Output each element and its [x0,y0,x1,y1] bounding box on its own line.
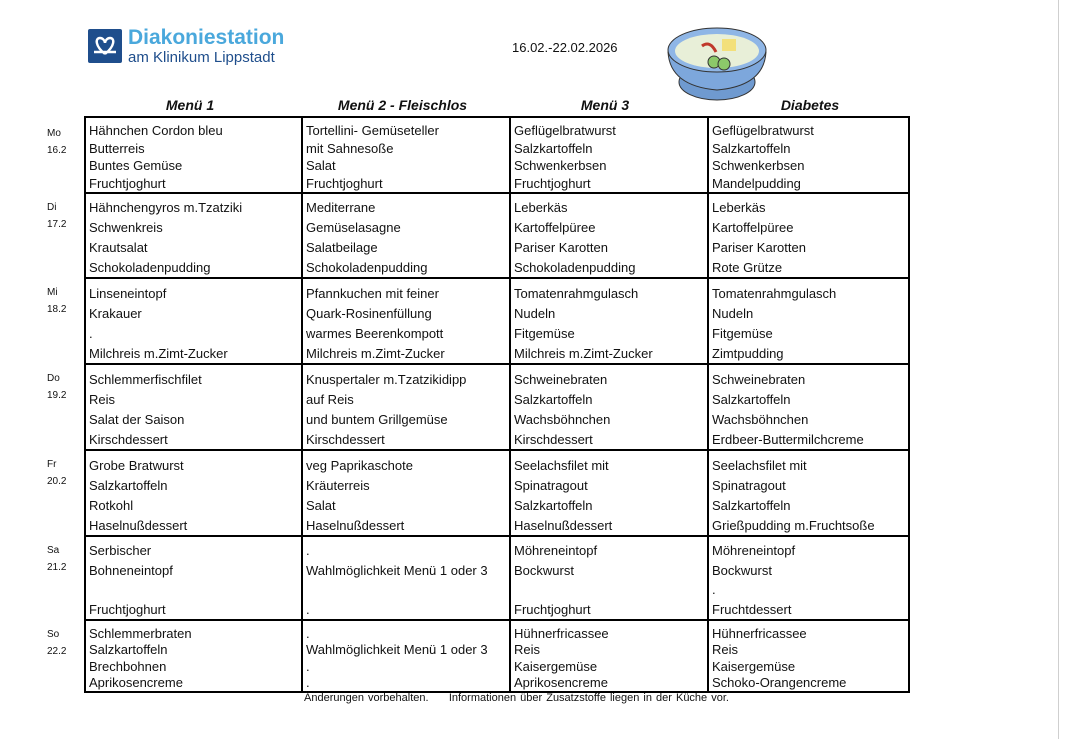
menu-cell [301,621,509,691]
menu-cell [509,118,707,192]
menu-item: Möhreneintopf [514,543,598,559]
date-range: 16.02.-22.02.2026 [512,40,618,55]
menu-item: Seelachsfilet mit [514,457,609,473]
menu-item: Salat [306,158,336,174]
menu-cell [86,451,301,535]
weekday: Mo [47,128,61,139]
weekday: Sa [47,545,60,556]
menu-item: Kaisergemüse [712,658,796,674]
menu-item: . [306,675,310,691]
menu-item: Schwenkerbsen [514,158,607,174]
menu-item: Geflügelbratwurst [712,123,814,139]
menu-item: . [306,543,310,559]
date: 19.2 [47,390,67,401]
menu-item: Fruchtjoghurt [89,601,166,617]
menu-cell [509,621,707,691]
menu-cell [707,621,908,691]
menu-item: Kirschdessert [514,431,593,447]
menu-cell [86,118,301,192]
logo-subtitle: am Klinikum Lippstadt [128,49,275,66]
menu-item: Nudeln [712,305,754,321]
menu-item: Schlemmerbraten [89,625,192,641]
menu-cell [86,279,301,363]
menu-item: Grießpudding m.Fruchtsoße [712,517,875,533]
menu-item: Möhreneintopf [712,543,796,559]
menu-cell [86,621,301,691]
menu-item: Salzkartoffeln [514,140,593,156]
menu-item: Milchreis m.Zimt-Zucker [89,345,228,361]
menu-item: Leberkäs [514,200,568,216]
day-label [47,542,66,576]
menu-cell [707,451,908,535]
menu-item: Kartoffelpüree [514,220,596,236]
heart-cross-icon [88,29,122,63]
day-label [47,626,66,660]
menu-item: Erdbeer-Buttermilchcreme [712,431,864,447]
menu-item: Schweinebraten [514,371,608,387]
menu-item: Zimtpudding [712,345,784,361]
weekday: Do [47,373,60,384]
column-header-menu1: Menü 1 [165,97,215,113]
menu-cell [707,118,908,192]
menu-item: Reis [89,391,116,407]
menu-item: Salzkartoffeln [712,391,791,407]
menu-item: Salzkartoffeln [514,497,593,513]
menu-item: Salat der Saison [89,411,185,427]
menu-item: Fitgemüse [712,325,773,341]
menu-item: Wahlmöglichkeit Menü 1 oder 3 [306,642,488,658]
menu-item: Salzkartoffeln [712,140,791,156]
menu-item: Fruchtjoghurt [514,601,591,617]
menu-cell [301,365,509,449]
menu-item: . [89,325,93,341]
weekday: Mi [47,287,58,298]
menu-item: Salzkartoffeln [712,497,791,513]
menu-item: Hähnchen Cordon bleu [89,123,223,139]
menu-item: Kirschdessert [306,431,385,447]
page-edge [1058,0,1067,739]
menu-item: Wahlmöglichkeit Menü 1 oder 3 [306,563,488,579]
menu-item: Schwenkerbsen [712,158,805,174]
logo [88,27,284,65]
day-row [86,118,908,192]
menu-item: Schokoladenpudding [89,259,211,275]
menu-item: Kräuterreis [306,477,370,493]
menu-item: Fruchtjoghurt [514,175,591,191]
menu-item: auf Reis [306,391,354,407]
day-row [86,449,908,535]
menu-item: Spinatragout [514,477,588,493]
menu-item: Pariser Karotten [514,239,608,255]
menu-item: . [306,601,310,617]
day-label [47,456,66,490]
menu-item: Fruchtdessert [712,601,792,617]
menu-item: Kaisergemüse [514,658,598,674]
day-label [47,284,66,318]
date: 20.2 [47,476,67,487]
day-label [47,125,66,159]
menu-item: Hähnchengyros m.Tzatziki [89,200,243,216]
menu-item: Geflügelbratwurst [514,123,616,139]
menu-item: Schokoladenpudding [306,259,428,275]
menu-item: Linseneintopf [89,285,167,301]
menu-item: Schlemmerfischfilet [89,371,202,387]
menu-item: Salat [306,497,336,513]
menu-item: Hühnerfricassee [514,625,609,641]
weekday: Di [47,202,57,213]
menu-item: Mediterrane [306,200,376,216]
menu-item: Reis [712,642,739,658]
menu-item: mit Sahnesoße [306,140,394,156]
date: 17.2 [47,219,67,230]
menu-item: Milchreis m.Zimt-Zucker [514,345,653,361]
menu-item: Krakauer [89,305,142,321]
menu-item [306,583,509,597]
menu-item: Wachsböhnchen [712,411,809,427]
menu-item: Grobe Bratwurst [89,457,184,473]
menu-item: Milchreis m.Zimt-Zucker [306,345,445,361]
menu-item: Tomatenrahmgulasch [712,285,837,301]
day-label [47,199,66,233]
menu-item: Pariser Karotten [712,239,806,255]
menu-item: warmes Beerenkompott [306,325,444,341]
menu-item: Knuspertaler m.Tzatzikidipp [306,371,467,387]
menu-item: Salzkartoffeln [514,391,593,407]
footer-note-changes: Änderungen vorbehalten. [304,692,429,704]
menu-item: Salzkartoffeln [89,477,168,493]
menu-cell [707,365,908,449]
menu-item: Butterreis [89,140,145,156]
menu-item [514,583,707,597]
menu-item: Spinatragout [712,477,786,493]
weekday: Fr [47,459,57,470]
menu-item: Hühnerfricassee [712,625,807,641]
menu-item: Bohneneintopf [89,563,173,579]
menu-cell [509,279,707,363]
menu-item: Kirschdessert [89,431,168,447]
menu-item: Quark-Rosinenfüllung [306,305,432,321]
column-header-diabetes: Diabetes [780,97,840,113]
menu-item: Schweinebraten [712,371,806,387]
menu-cell [509,365,707,449]
menu-cell [707,194,908,277]
menu-item: Haselnußdessert [89,517,188,533]
footer [304,692,729,704]
menu-cell [86,365,301,449]
menu-item: Brechbohnen [89,658,167,674]
menu-item: Buntes Gemüse [89,158,183,174]
menu-item: Fruchtjoghurt [306,175,383,191]
menu-item: und buntem Grillgemüse [306,411,448,427]
menu-cell [86,537,301,619]
day-row [86,619,908,691]
menu-cell [301,194,509,277]
menu-cell [301,451,509,535]
menu-item: Tortellini- Gemüseteller [306,123,439,139]
menu-cell [301,279,509,363]
date: 22.2 [47,646,67,657]
menu-cell [301,537,509,619]
menu-item: Fitgemüse [514,325,575,341]
menu-item: Schokoladenpudding [514,259,636,275]
menu-item: Haselnußdessert [306,517,405,533]
menu-item: Seelachsfilet mit [712,457,807,473]
menu-cell [86,194,301,277]
menu-item: Schwenkreis [89,220,163,236]
menu-item: Krautsalat [89,239,148,255]
menu-item: Wachsböhnchen [514,411,611,427]
menu-item: Aprikosencreme [514,675,608,691]
menu-item: Rotkohl [89,497,134,513]
menu-item: Tomatenrahmgulasch [514,285,639,301]
date: 18.2 [47,304,67,315]
menu-cell [301,118,509,192]
menu-item: Mandelpudding [712,175,801,191]
menu-item: Bockwurst [712,562,772,578]
date: 21.2 [47,562,67,573]
menu-cell [509,451,707,535]
menu-item: Salzkartoffeln [89,642,168,658]
menu-item: Haselnußdessert [514,517,613,533]
menu-item: Fruchtjoghurt [89,175,166,191]
logo-title: Diakoniestation [128,26,285,49]
column-header-menu3: Menü 3 [580,97,630,113]
menu-item: Salatbeilage [306,239,378,255]
menu-item [89,583,301,597]
menu-cell [509,194,707,277]
menu-item: . [306,625,310,641]
footer-note-additives: Informationen über Zusatzstoffe liegen in der Küche vor. [448,692,729,704]
menu-item: Kartoffelpüree [712,220,794,236]
menu-item: Nudeln [514,305,556,321]
menu-item: Aprikosencreme [89,675,183,691]
menu-item: . [712,582,716,598]
column-header-menu2: Menü 2 - Fleischlos [337,97,468,113]
menu-item: Schoko-Orangencreme [712,675,847,691]
menu-item: Pfannkuchen mit feiner [306,285,439,301]
day-row [86,192,908,277]
day-row [86,535,908,619]
date: 16.2 [47,145,67,156]
menu-item: Gemüselasagne [306,220,401,236]
menu-cell [509,537,707,619]
menu-item: Leberkäs [712,200,766,216]
menu-cell [707,537,908,619]
menu-item: veg Paprikaschote [306,457,413,473]
day-row [86,277,908,363]
menu-cell [707,279,908,363]
day-label [47,370,66,404]
weekday: So [47,629,60,640]
menu-item: Serbischer [89,543,152,559]
soup-bowl-image [664,24,770,104]
day-row [86,363,908,449]
menu-item: Reis [514,642,541,658]
menu-item: . [306,658,310,674]
menu-table [84,116,910,693]
menu-item: Bockwurst [514,563,574,579]
menu-item: Rote Grütze [712,259,783,275]
